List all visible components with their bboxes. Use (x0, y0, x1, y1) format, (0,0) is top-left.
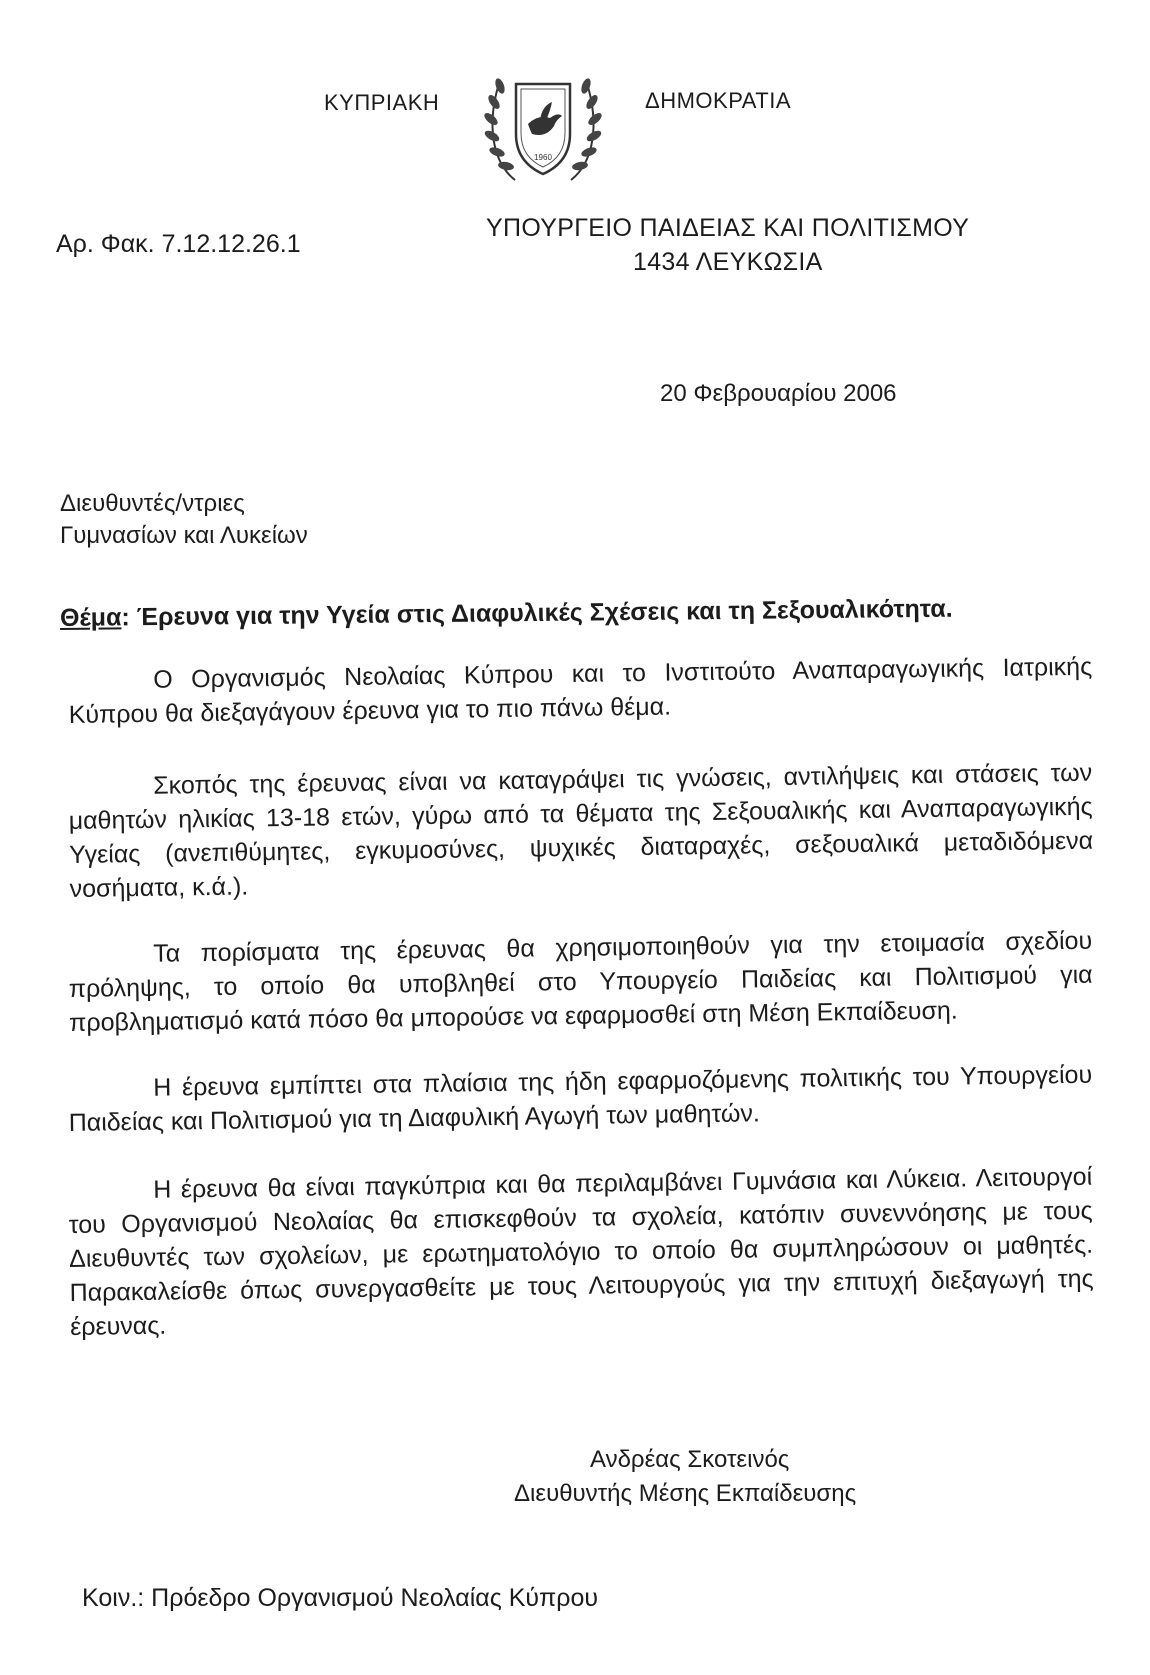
letter-date: 20 Φεβρουαρίου 2006 (660, 380, 897, 407)
body-paragraph: Η έρευνα θα είναι παγκύπρια και θα περιλαμβάνει Γυμνάσια και Λύκεια. Λειτουργοί του Οργανισμού Νεολαίας θα επισκεφθούν τα σχολεία, κατόπιν συνεννόησης με τους Διευθυντές των σχολείων, με ερωτηματολόγιο το οποίο θα συμπληρώσουν οι μαθητές. Παρακαλείσθε όπως συνεργασθείτε με τους Λειτουργούς για την επιτυχή διεξαγωγή της έρευνας. (68, 1162, 1094, 1341)
country-word-right: ΔΗΜΟΚΡΑΤΙΑ (645, 88, 792, 113)
subject-colon: : (121, 603, 130, 632)
country-word-left: ΚΥΠΡΙΑΚΗ (324, 90, 440, 115)
body-paragraph: Σκοπός της έρευνας είναι να καταγράψει τις γνώσεις, αντιλήψεις και στάσεις των μαθητών ηλικίας 13-18 ετών, γύρω από τα θέματα της Σεξουαλικής και Αναπαραγωγικής Υγείας (ανεπιθύμητες, εγκυμοσύνες, ψυχικές διαταραχές, σεξουαλικά μεταδιδόμενα νοσήματα, κ.ά.). (68, 758, 1094, 903)
emblem-year: 1960 (534, 153, 552, 162)
recipient-line-1: Διευθυντές/ντριες (60, 490, 245, 517)
signatory-title: Διευθυντής Μέσης Εκπαίδευσης (514, 1480, 857, 1507)
file-reference: Αρ. Φακ. 7.12.12.26.1 (56, 230, 301, 258)
coat-of-arms-emblem (470, 62, 616, 192)
recipient-line-2: Γυμνασίων και Λυκείων (60, 522, 308, 549)
subject-text: Έρευνα για την Υγεία στις Διαφυλικές Σχέσεις και τη Σεξουαλικότητα. (129, 594, 953, 632)
ministry-name: ΥΠΟΥΡΓΕΙΟ ΠΑΙΔΕΙΑΣ ΚΑΙ ΠΟΛΙΤΙΣΜΟΥ (486, 214, 970, 242)
body-paragraph: Τα πορίσματα της έρευνας θα χρησιμοποιηθούν για την ετοιμασία σχεδίου πρόληψης, το οποίο θα υποβληθεί στο Υπουργείο Παιδείας και Πολιτισμού για προβληματισμό κατά πόσο θα μπορούσε να εφαρμοσθεί στη Μέση Εκπαίδευση. (68, 926, 1093, 1037)
subject-line (60, 595, 953, 633)
ministry-city: 1434 ΛΕΥΚΩΣΙΑ (633, 248, 823, 276)
subject-label: Θέμα (59, 603, 122, 632)
body-paragraph: Ο Οργανισμός Νεολαίας Κύπρου και το Ινστιτούτο Αναπαραγωγικής Ιατρικής Κύπρου θα διεξαγάγουν έρευνα για το πιο πάνω θέμα. (68, 652, 1093, 729)
body-paragraph: Η έρευνα εμπίπτει στα πλαίσια της ήδη εφαρμοζόμενης πολιτικής του Υπουργείου Παιδείας και Πολιτισμού για τη Διαφυλική Αγωγή των μαθητών. (68, 1060, 1093, 1137)
signatory-name: Ανδρέας Σκοτεινός (590, 1446, 790, 1473)
carbon-copy-line: Κοιν.: Πρόεδρο Οργανισμού Νεολαίας Κύπρου (82, 1584, 599, 1612)
